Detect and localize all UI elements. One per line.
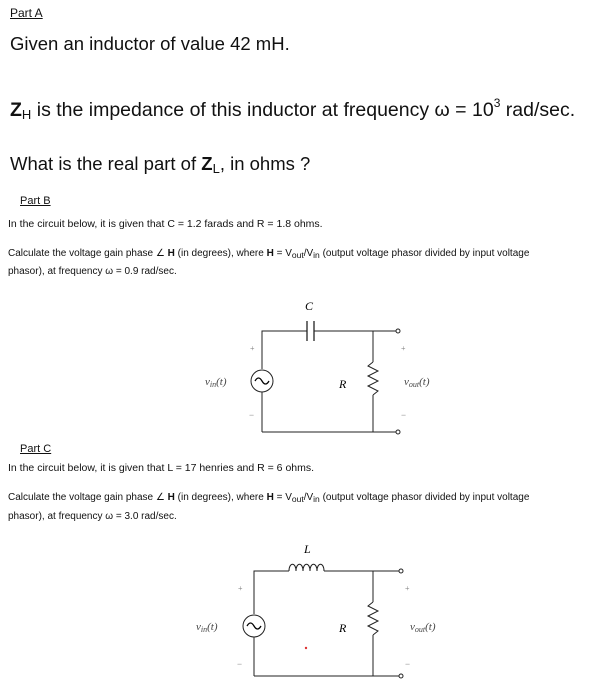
h-symbol: H: [167, 492, 175, 503]
calc-text: (output voltage phasor divided by input voltage: [319, 248, 530, 259]
ac-wave-icon: [247, 623, 261, 629]
question-text-2: , in ohms ?: [219, 153, 311, 174]
wire-top-left: [254, 571, 289, 610]
part-b-calc-line-2: phasor), at frequency ω = 0.9 rad/sec.: [8, 266, 177, 277]
inductor-coil: [289, 564, 324, 571]
part-c-calc-line-2: phasor), at frequency ω = 3.0 rad/sec.: [8, 511, 177, 522]
in-subscript: in: [313, 494, 320, 504]
out-subscript: out: [291, 494, 304, 504]
output-terminal-bottom: [399, 674, 403, 678]
part-b-given-text: In the circuit below, it is given that C = 1.2 farads and R = 1.8 ohms.: [8, 218, 323, 230]
calc-text: = V: [273, 248, 292, 259]
impedance-text-2: rad/sec.: [500, 99, 576, 121]
calc-text: (in degrees), where: [174, 248, 267, 259]
in-subscript: in: [313, 250, 320, 260]
exponent: 3: [493, 96, 501, 110]
z-symbol: Z: [10, 99, 22, 121]
calc-text: (in degrees), where: [174, 492, 267, 503]
z-subscript: H: [21, 107, 32, 122]
source-minus: −: [249, 410, 255, 420]
out-subscript: out: [291, 250, 304, 260]
source-plus: +: [238, 584, 243, 593]
vout-label: vout(t): [404, 376, 430, 389]
part-a-given-text: Given an inductor of value 42 mH.: [10, 33, 290, 54]
z-symbol: Z: [201, 153, 213, 174]
output-minus: −: [405, 659, 411, 669]
source-plus: +: [250, 344, 255, 353]
calc-text: Calculate the voltage gain phase ∠: [8, 492, 168, 503]
output-plus: +: [401, 344, 406, 353]
output-minus: −: [401, 410, 407, 420]
calc-text: (output voltage phasor divided by input voltage: [319, 492, 530, 503]
part-c-label: Part C: [20, 443, 52, 455]
calc-text: /V: [303, 248, 314, 259]
part-b-label: Part B: [20, 195, 51, 207]
h-symbol: H: [266, 492, 274, 503]
vin-label: vin(t): [196, 621, 218, 634]
inductor-label: L: [304, 542, 311, 556]
stray-dot: [305, 647, 307, 649]
impedance-text-1: is the impedance of this inductor at frequency ω = 10: [31, 99, 494, 121]
part-c-given-text: In the circuit below, it is given that L = 17 henries and R = 6 ohms.: [8, 462, 315, 474]
h-symbol: H: [167, 248, 175, 259]
source-minus: −: [237, 659, 243, 669]
z-subscript: L: [212, 161, 220, 176]
output-terminal-top: [399, 569, 403, 573]
resistor-zigzag: [368, 602, 378, 635]
part-a-label: Part A: [10, 6, 43, 20]
vout-label: vout(t): [410, 621, 436, 634]
calc-text: Calculate the voltage gain phase ∠: [8, 248, 168, 259]
question-text-1: What is the real part of: [10, 153, 202, 174]
calc-text: /V: [303, 492, 314, 503]
capacitor-label: C: [305, 299, 314, 313]
resistor-label: R: [339, 377, 347, 391]
output-plus: +: [405, 584, 410, 593]
h-symbol: H: [266, 248, 274, 259]
resistor-label: R: [339, 621, 347, 635]
calc-text: = V: [273, 492, 292, 503]
vin-label: vin(t): [205, 376, 227, 389]
